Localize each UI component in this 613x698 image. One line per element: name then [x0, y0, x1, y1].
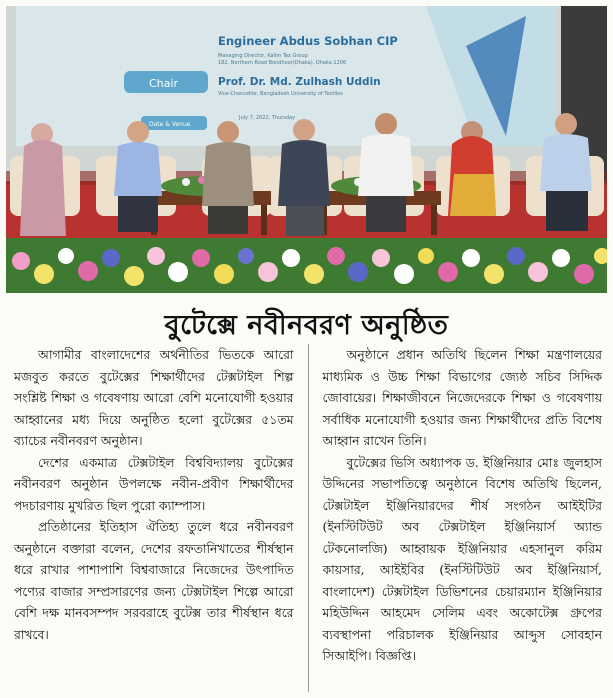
date-badge-label: Date & Venue: [149, 121, 191, 128]
news-photo: [6, 6, 607, 293]
banner-name-top: Engineer Abdus Sobhan CIP: [218, 34, 398, 48]
column-divider: [308, 344, 309, 692]
article-paragraph: আগামীর বাংলাদেশের অর্থনীতির ভিতকে আরো মজবুত করতে বুটেক্সের শিক্ষার্থীদের টেক্সটাইল শিল্প সংশ্লিষ্ট শিক্ষা ও গবেষণায় আরো বেশি মনোযোগী হওয়ার আহ্বানের মধ্য দিয়ে অনুষ্ঠিত হলো বুটেক্সের ৫১তম ব্যাচের নবীনবরণ অনুষ্ঠান।: [14, 347, 294, 448]
article-paragraph: দেশের একমাত্র টেক্সটাইল বিশ্ববিদ্যালয় বুটেক্সের নবীনবরণ অনুষ্ঠান উপলক্ষে নবীন-প্রবীণ শিক্ষার্থীদের পদচারণায় মুখরিত ছিল পুরো ক্যাম্পাস।: [14, 454, 294, 513]
article-paragraph: বুটেক্সের ভিসি অধ্যাপক ড. ইঞ্জিনিয়ার মোঃ জুলহাস উদ্দিনের সভাপতিত্বে অনুষ্ঠানে বিশেষ অতিথি ছিলেন, টেক্সটাইল ইঞ্জিনিয়ারদের শীর্ষ সংগঠন আইইটির (ইনস্টিটিউট অব টেক্সটাইল ইঞ্জিনিয়ার্স অ্যান্ড টেকনোলজি) আহ্বায়ক ইঞ্জিনিয়ার এহসানুল করিম কায়সার, আইইবির (ইনস্টিটিউট অব ইঞ্জিনিয়ার্স, বাংলাদেশ) টেক্সটাইল ডিভিশনের চেয়ারম্যান ইঞ্জিনিয়ার মহিউদ্দিন আহমেদ সেলিম এবং অকোটেক্স গ্রুপের ব্যবস্থাপনা পরিচালক ইঞ্জিনিয়ার আব্দুস সোবহান সিআইপি। বিজ্ঞপ্তি।: [322, 454, 602, 663]
banner-chair-sub: Vice-Chancellor, Bangladesh University of Textiles: [218, 91, 343, 97]
banner-name-top-sub2: 182, Northern Road Bondhoor(Dhaka), Dhaka 1206: [218, 60, 347, 66]
article-paragraph: অনুষ্ঠানে প্রধান অতিথি ছিলেন শিক্ষা মন্ত্রণালয়ের মাধ্যমিক ও উচ্চ শিক্ষা বিভাগের জ্যেষ্ঠ সচিব সিদ্দিক জোবায়ের। শিক্ষাজীবনে নিজেদেরকে শিক্ষা ও গবেষণায় সর্বাধিক মনোযোগী হওয়ার জন্য শিক্ষার্থীদের প্রতি বিশেষ আহ্বান রাখেন তিনি।: [322, 347, 602, 448]
event-photo-illustration: [6, 6, 607, 293]
banner-date-text: July 7, 2022, Thursday: [239, 115, 296, 121]
article-column-right: [323, 344, 603, 692]
chair-badge-label: Chair: [149, 77, 178, 90]
article-headline: বুটেক্সে নবীনবরণ অনুষ্ঠিত: [164, 310, 449, 341]
banner-name-top-sub1: Managing Director, Kalim Tex Group: [218, 53, 308, 59]
article-body: [14, 344, 602, 692]
article-column-left: [14, 344, 294, 692]
article-paragraph: প্রতিষ্ঠানের ইতিহাস ঐতিহ্য তুলে ধরে নবীনবরণ অনুষ্ঠানে বক্তারা বলেন, দেশের রফতানিখাতের শীর্ষস্থান ধরে রাখার পাশাপাশি বিশ্ববাজারে নিজেদের উৎপাদিত পণ্যের বাজার সম্প্রসারণের জন্য টেক্সটাইল শিল্পে আরো বেশি দক্ষ মানবসম্পদ সরবরাহে বুটেক্স তার শীর্ষস্থান ধরে রাখবে।: [14, 519, 294, 642]
banner-chair-name: Prof. Dr. Md. Zulhash Uddin: [218, 76, 381, 88]
